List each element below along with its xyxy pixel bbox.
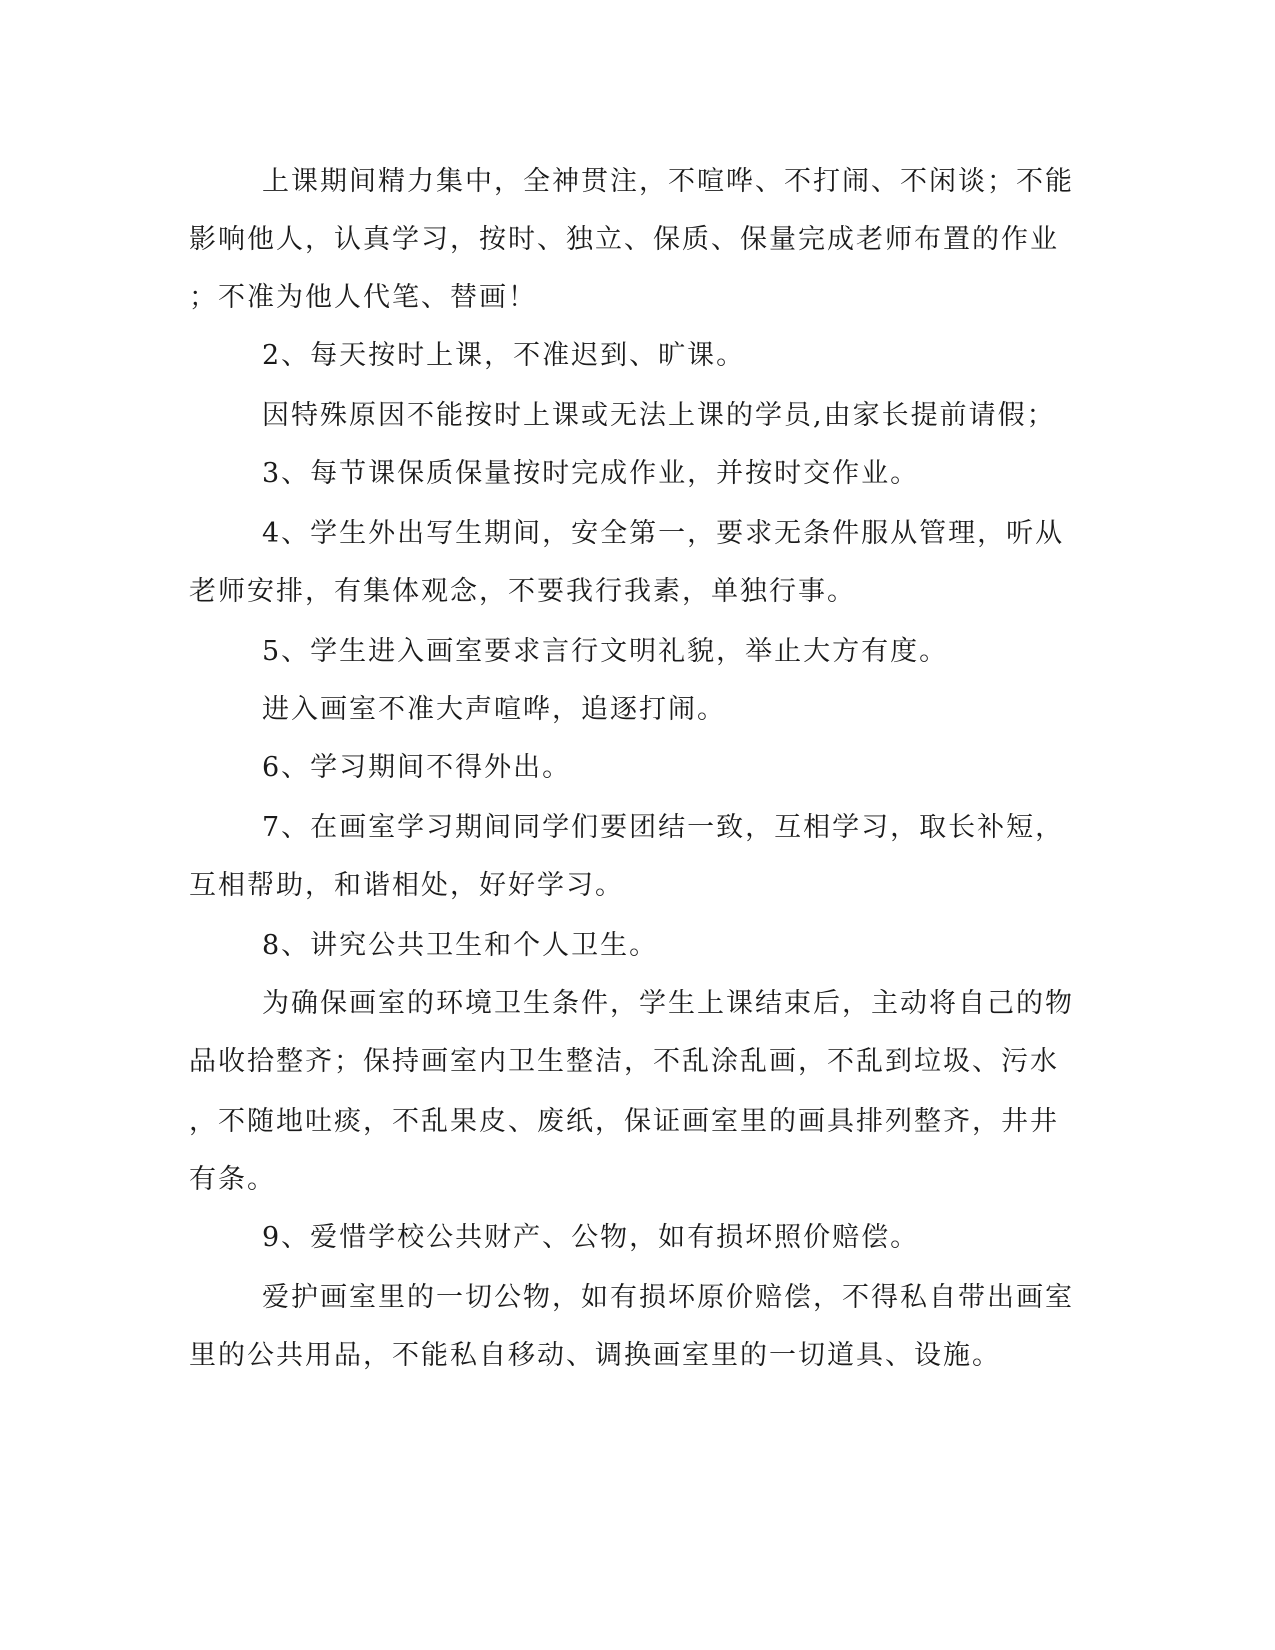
text-line: 为确保画室的环境卫生条件，学生上课结束后，主动将自己的物 <box>262 988 1074 1019</box>
text-line: 6、学习期间不得外出。 <box>262 752 572 783</box>
text-line: 老师安排，有集体观念，不要我行我素，单独行事。 <box>189 576 856 607</box>
text-line: 因特殊原因不能按时上课或无法上课的学员,由家长提前请假； <box>262 400 1056 431</box>
text-line: 里的公共用品，不能私自移动、调换画室里的一切道具、设施。 <box>189 1340 1001 1371</box>
text-line: 有条。 <box>189 1164 276 1195</box>
text-line: 7、在画室学习期间同学们要团结一致，互相学习，取长补短， <box>262 812 1065 843</box>
text-line: 3、每节课保质保量按时完成作业，并按时交作业。 <box>262 458 920 489</box>
text-line: 影响他人，认真学习，按时、独立、保质、保量完成老师布置的作业 <box>189 224 1059 255</box>
text-line: 9、爱惜学校公共财产、公物，如有损坏照价赔偿。 <box>262 1222 920 1253</box>
text-line: 4、学生外出写生期间，安全第一，要求无条件服从管理，听从 <box>262 518 1065 549</box>
text-line: ，不随地吐痰，不乱果皮、废纸，保证画室里的画具排列整齐，井井 <box>189 1106 1059 1137</box>
text-line: 2、每天按时上课，不准迟到、旷课。 <box>262 340 746 371</box>
text-line: 爱护画室里的一切公物，如有损坏原价赔偿，不得私自带出画室 <box>262 1282 1074 1313</box>
text-line: ；不准为他人代笔、替画！ <box>189 282 537 313</box>
text-line: 5、学生进入画室要求言行文明礼貌，举止大方有度。 <box>262 636 949 667</box>
text-line: 上课期间精力集中，全神贯注，不喧哗、不打闹、不闲谈；不能 <box>262 166 1074 197</box>
text-line: 8、讲究公共卫生和个人卫生。 <box>262 930 659 961</box>
text-line: 品收拾整齐；保持画室内卫生整洁，不乱涂乱画，不乱到垃圾、污水 <box>189 1046 1059 1077</box>
text-line: 互相帮助，和谐相处，好好学习。 <box>189 870 624 901</box>
text-line: 进入画室不准大声喧哗，追逐打闹。 <box>262 694 726 725</box>
